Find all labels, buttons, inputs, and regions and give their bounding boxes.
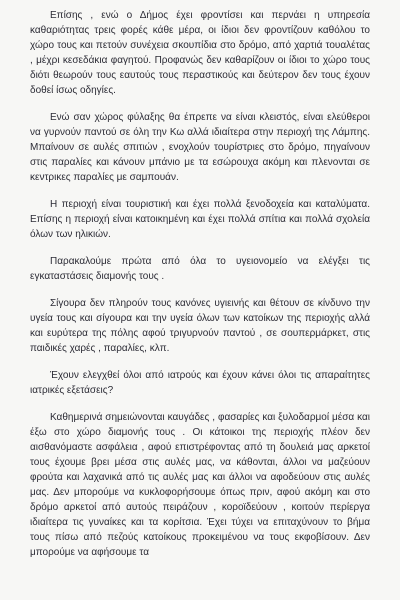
paragraph-health-inspection-request: Παρακαλούμε πρώτα από όλα το υγειονομείο να ελέγξει τις εγκαταστάσεις διαμονής τους . xyxy=(30,256,370,282)
paragraph-daily-incidents: Καθημερινά σημειώνονται καυγάδες , φασαρίες και ξυλοδαρμοί μέσα και έξω στο χώρο διαμονής τους . Οι κάτοικοι της περιοχής πλέον δεν αισθανόμαστε ασφάλεια , αφού επιστρέφοντας από τη δουλειά μας αρκετοί τους έχουμε βρει μέσα στις αυλές μας, να κάθονται, άλλοι να μαζεύουν φρούτα και λαχανικά από τις αυλές μας και άλλοι να αφοδεύουν στις αυλές μας. Δεν μπορούμε να κυκλοφορήσουμε όπως πριν, αφού ακόμη και στο δρόμο αρκετοί από αυτούς πειράζουν , κοροϊδεύουν , κοιτούν περίεργα ιδιαίτερα τις γυναίκες και τα κορίτσια. Έχει τύχει να επιταχύνουν το βήμα τους πίσω από πεζούς κατοίκους προκειμένου να τους εκφοβίσουν. Δεν μπορούμε να αφήσουμε τα xyxy=(30,412,370,558)
paragraph-hygiene-risk: Σίγουρα δεν πληρούν τους κανόνες υγιεινής και θέτουν σε κίνδυνο την υγεία τους και σίγουρα και την υγεία όλων των κατοίκων της περιοχής αλλά και ευρύτερα της πόλης αφού τριγυρνούν παντού , σε σουπερμάρκετ, στις παιδικές χαρές , παραλίες, κλπ. xyxy=(30,298,370,354)
paragraph-touristic-area: Η περιοχή είναι τουριστική και έχει πολλά ξενοδοχεία και καταλύματα. Επίσης η περιοχή είναι κατοικημένη και έχει πολλά σπίτια και πολλά σχολεία όλων των ηλικιών. xyxy=(30,199,370,240)
paragraph-medical-exams-question: Έχουν ελεγχθεί όλοι από ιατρούς και έχουν κάνει όλοι τις απαραίτητες ιατρικές εξετάσεις? xyxy=(30,370,370,396)
paragraph-sanitation: Επίσης , ενώ ο Δήμος έχει φροντίσει και περνάει η υπηρεσία καθαριότητας τρεις φορές κάθε μέρα, οι ίδιοι δεν φροντίζουν καθόλου το χώρο τους και πετούν συνέχεια σκουπίδια στο δρόμο, από χαρτιά τουαλέτας , μέχρι κεσεδάκια φαγητού. Προφανώς δεν καθαρίζουν οι ίδιοι το χώρο τους διότι θεωρούν τους εαυτούς τους περαστικούς και δεύτερον δεν τους έχουν δοθεί ίσως οδηγίες. xyxy=(30,10,370,96)
paragraph-free-movement: Ενώ σαν χώρος φύλαξης θα έπρεπε να είναι κλειστός, είναι ελεύθεροι να γυρνούν παντού σε όλη την Κω αλλά ιδιαίτερα στην περιοχή της Λάμπης. Μπαίνουν σε αυλές σπιτιών , ενοχλούν τουρίστριες στο δρόμο, πηγαίνουν στις παραλίες και κάνουν μπάνιο με τα εσώρουχα ακόμη και πλενονται σε κεντρικες παραλίες με σαμπουάν. xyxy=(30,112,370,183)
